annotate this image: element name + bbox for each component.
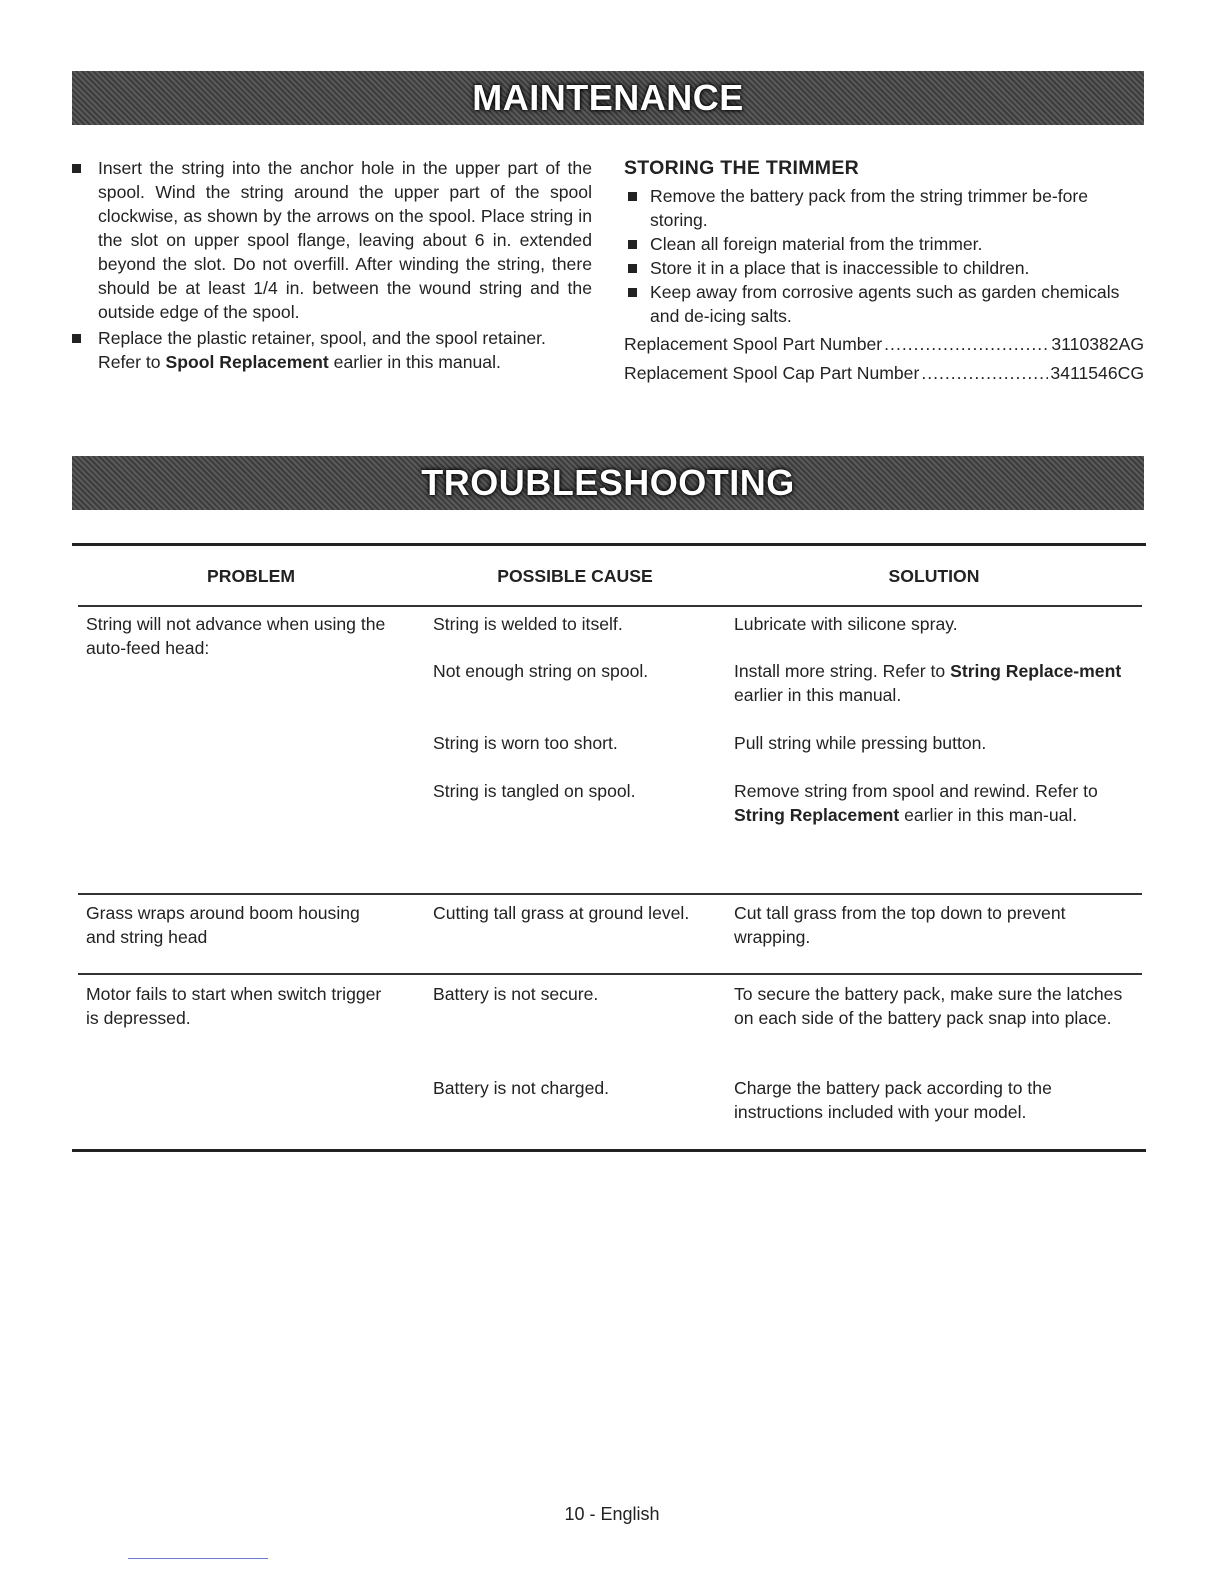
storing-item xyxy=(624,184,1144,232)
row-rule xyxy=(78,973,1142,975)
cause-cell: Cutting tall grass at ground level. xyxy=(433,903,690,923)
problem-cell: Motor fails to start when switch trigger is depressed. xyxy=(86,984,382,1028)
header-cause: POSSIBLE CAUSE xyxy=(497,566,653,586)
table-top-rule xyxy=(72,543,1146,546)
storing-item-text: Keep away from corrosive agents such as garden chemicals and de-icing salts. xyxy=(650,282,1120,326)
page-footer: 10 - English xyxy=(564,1504,660,1524)
problem-cell: String will not advance when using the auto-feed head: xyxy=(86,614,386,658)
storing-item-text: Clean all foreign material from the trimmer. xyxy=(650,234,983,254)
solution-text: earlier in this manual. xyxy=(734,685,902,705)
leader-dots xyxy=(921,361,1048,385)
cause-cell: Not enough string on spool. xyxy=(433,661,649,681)
spool-replacement-reference: Spool Replacement xyxy=(165,352,329,372)
solution-cell xyxy=(734,779,1130,827)
cause-cell: String is tangled on spool. xyxy=(433,781,636,801)
solution-text: earlier in this man-ual. xyxy=(899,805,1078,825)
solution-cell: Cut tall grass from the top down to prevent wrapping. xyxy=(734,903,1066,947)
solution-cell: Lubricate with silicone spray. xyxy=(734,614,958,634)
storing-item xyxy=(624,280,1144,328)
part-label: Replacement Spool Cap Part Number xyxy=(624,363,920,383)
maintenance-banner xyxy=(72,71,1144,125)
maintenance-bullet-list xyxy=(72,156,592,374)
row-rule xyxy=(78,893,1142,895)
cause-cell: Battery is not charged. xyxy=(433,1078,610,1098)
maintenance-bullet-text: Insert the string into the anchor hole in the upper part of the spool. Wind the string around the upper part of the spool clockwise, as shown by the arrows on the spool. Place string in the slot on upper spool flange, leaving about 6 in. extended beyond the slot. Do not overfill. After winding the string, there should be at least 1/4 in. between the wound string and the outside edge of the spool. xyxy=(98,158,592,322)
storing-item xyxy=(624,256,1144,280)
maintenance-bullet-text: Replace the plastic retainer, spool, and the spool retainer. Refer to xyxy=(98,328,546,372)
storing-section xyxy=(624,156,1144,385)
troubleshooting-title: TROUBLESHOOTING xyxy=(421,462,795,503)
header-solution: SOLUTION xyxy=(888,566,980,586)
storing-item-text: Store it in a place that is inaccessible to children. xyxy=(650,258,1030,278)
cause-cell: String is welded to itself. xyxy=(433,614,623,634)
part-number-line xyxy=(624,361,1144,385)
part-number: 3110382AG xyxy=(1051,334,1144,354)
solution-cell: To secure the battery pack, make sure the latches on each side of the battery pack snap into place. xyxy=(734,984,1123,1028)
maintenance-title: MAINTENANCE xyxy=(472,77,744,118)
part-number-line xyxy=(624,332,1144,356)
storing-list xyxy=(624,184,1144,328)
storing-item-text: Remove the battery pack from the string trimmer be-fore storing. xyxy=(650,186,1089,230)
header-problem: PROBLEM xyxy=(207,566,295,586)
leader-dots xyxy=(884,332,1049,356)
part-number: 3411546CG xyxy=(1050,363,1144,383)
header-rule xyxy=(78,605,1142,607)
maintenance-bullet-replace-retainer xyxy=(72,326,592,374)
solution-text: Install more string. Refer to xyxy=(734,661,951,681)
string-replacement-reference: String Replace-ment xyxy=(950,661,1122,681)
solution-cell: Charge the battery pack according to the instructions included with your model. xyxy=(734,1078,1052,1122)
string-replacement-reference: String Replacement xyxy=(734,805,900,825)
storing-heading: STORING THE TRIMMER xyxy=(624,157,860,179)
cause-cell: Battery is not secure. xyxy=(433,984,599,1004)
maintenance-left-column xyxy=(72,156,592,374)
page-edge-mark xyxy=(128,1558,268,1559)
solution-text: Remove string from spool and rewind. Refer to xyxy=(734,781,1098,801)
part-label: Replacement Spool Part Number xyxy=(624,334,883,354)
cause-cell: String is worn too short. xyxy=(433,733,618,753)
troubleshooting-banner xyxy=(72,456,1144,510)
storing-item xyxy=(624,232,1144,256)
table-bottom-rule xyxy=(72,1149,1146,1152)
maintenance-bullet-text: earlier in this manual. xyxy=(328,352,501,372)
solution-cell xyxy=(734,659,1132,707)
problem-cell: Grass wraps around boom housing and string head xyxy=(86,903,360,947)
maintenance-bullet-wind-string xyxy=(72,156,592,324)
solution-cell: Pull string while pressing button. xyxy=(734,733,987,753)
